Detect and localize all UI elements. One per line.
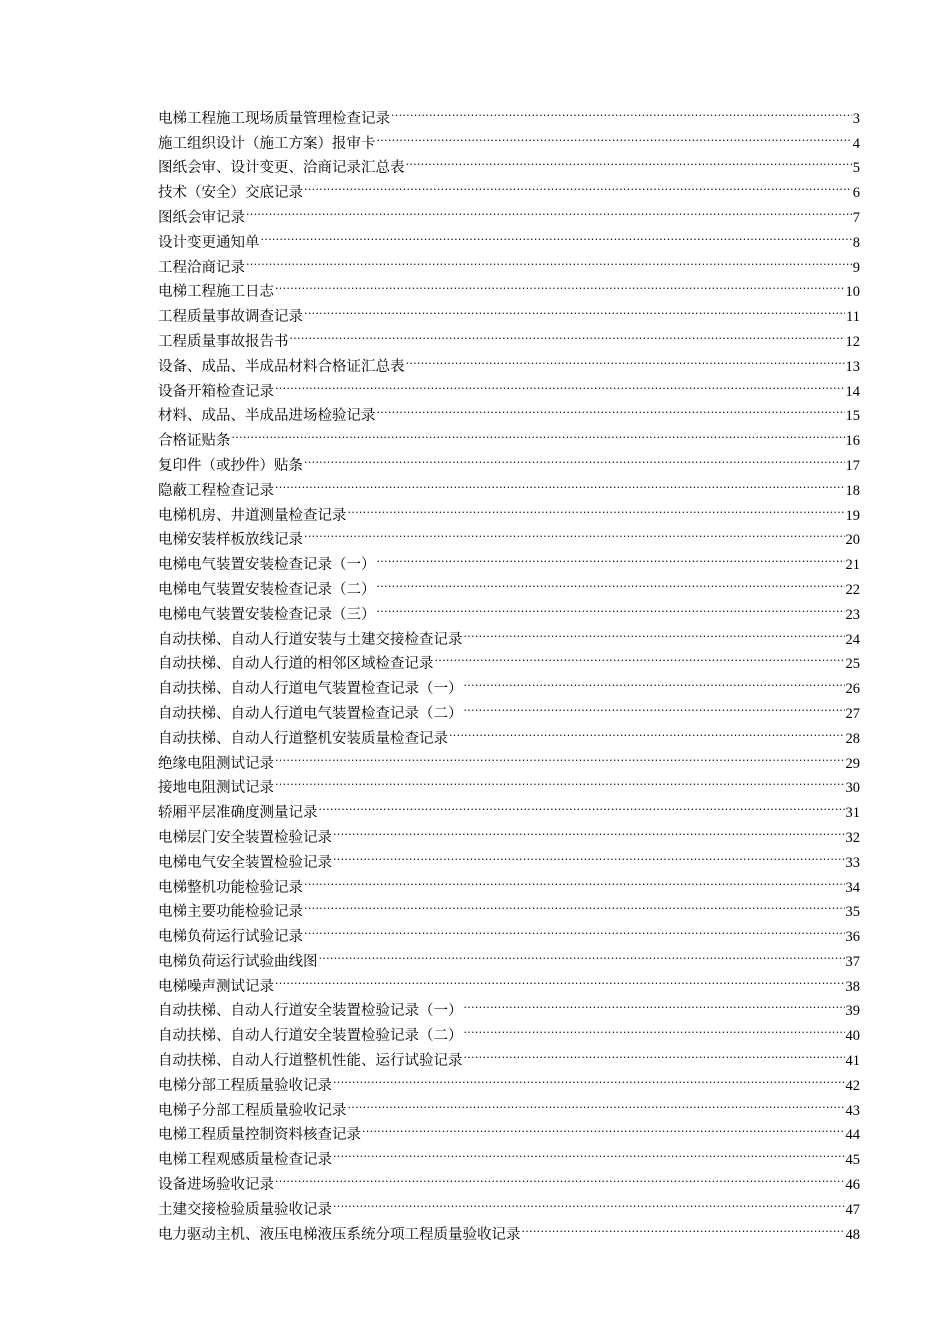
toc-dot-leader	[333, 817, 845, 842]
toc-entry-page-number: 15	[845, 408, 860, 425]
toc-entry-title: 隐蔽工程检查记录	[158, 482, 274, 499]
toc-dot-leader	[275, 470, 845, 495]
toc-dot-leader	[319, 792, 845, 817]
toc-entry[interactable]	[158, 247, 860, 276]
toc-entry-page-number: 33	[845, 854, 860, 871]
toc-dot-leader	[377, 123, 852, 148]
toc-entry-page-number: 41	[845, 1053, 860, 1070]
toc-entry-page-number: 11	[846, 309, 860, 326]
toc-entry-page-number: 24	[845, 631, 860, 648]
toc-dot-leader	[304, 916, 845, 941]
toc-entry-page-number: 35	[845, 904, 860, 921]
toc-entry-page-number: 13	[845, 358, 860, 375]
toc-dot-leader	[333, 1065, 845, 1090]
toc-dot-leader	[449, 718, 845, 743]
toc-entry-title: 电梯电气装置安装检查记录（二）	[158, 581, 376, 598]
toc-entry-title: 施工组织设计（施工方案）报审卡	[158, 135, 376, 152]
toc-entry-title: 图纸会审记录	[158, 209, 245, 226]
toc-entry[interactable]	[158, 272, 860, 301]
toc-dot-leader	[246, 197, 852, 222]
toc-dot-leader	[333, 1139, 845, 1164]
toc-dot-leader	[275, 966, 845, 991]
toc-dot-leader	[464, 1015, 845, 1040]
toc-entry-title: 合格证贴条	[158, 433, 231, 450]
toc-dot-leader	[333, 842, 845, 867]
toc-entry-page-number: 47	[845, 1201, 860, 1218]
toc-entry[interactable]	[158, 222, 860, 251]
toc-entry-title: 技术（安全）交底记录	[158, 185, 303, 202]
toc-entry[interactable]	[158, 445, 860, 474]
toc-entry-page-number: 28	[845, 730, 860, 747]
toc-dot-leader	[246, 247, 852, 272]
toc-entry-page-number: 17	[845, 457, 860, 474]
toc-entry[interactable]	[158, 420, 860, 450]
toc-entry-page-number: 6	[852, 185, 860, 202]
toc-entry-page-number: 9	[852, 259, 860, 276]
toc-entry-page-number: 8	[852, 234, 860, 251]
toc-dot-leader	[362, 1115, 845, 1140]
toc-entry-title: 电力驱动主机、液压电梯液压系统分项工程质量验收记录	[158, 1226, 521, 1243]
toc-entry-page-number: 18	[845, 482, 860, 499]
toc-dot-leader	[275, 768, 845, 793]
toc-dot-leader	[464, 668, 845, 693]
toc-entry-title: 电梯主要功能检验记录	[158, 904, 303, 921]
toc-entry-title: 工程洽商记录	[158, 259, 245, 276]
toc-entry-title: 复印件（或抄件）贴条	[158, 457, 303, 474]
toc-dot-leader	[464, 991, 845, 1016]
toc-entry-title: 电梯电气安全装置检验记录	[158, 854, 332, 871]
toc-entry-title: 电梯噪声测试记录	[158, 978, 274, 995]
toc-dot-leader	[522, 1214, 845, 1239]
toc-entry-title: 自动扶梯、自动人行道整机性能、运行试验记录	[158, 1053, 463, 1070]
toc-entry-page-number: 27	[845, 705, 860, 722]
toc-entry-page-number: 48	[845, 1226, 860, 1243]
toc-entry-title: 自动扶梯、自动人行道安全装置检验记录（二）	[158, 1028, 463, 1045]
toc-dot-leader	[304, 892, 845, 917]
toc-entry-page-number: 40	[845, 1028, 860, 1045]
toc-entry-page-number: 19	[845, 507, 860, 524]
toc-entry-page-number: 42	[845, 1077, 860, 1094]
toc-entry-title: 电梯负荷运行试验曲线图	[158, 953, 318, 970]
toc-entry-title: 电梯安装样板放线记录	[158, 532, 303, 549]
toc-entry-title: 电梯负荷运行试验记录	[158, 929, 303, 946]
toc-entry-page-number: 38	[845, 978, 860, 995]
toc-dot-leader	[304, 172, 852, 197]
toc-dot-leader	[232, 420, 845, 445]
toc-entry-page-number: 16	[845, 433, 860, 450]
toc-entry-title: 设备开箱检查记录	[158, 383, 274, 400]
toc-dot-leader	[348, 495, 845, 520]
toc-entry-page-number: 23	[845, 606, 860, 623]
toc-dot-leader	[275, 1164, 845, 1189]
toc-entry-title: 电梯工程施工日志	[158, 284, 274, 301]
toc-entry-page-number: 21	[845, 557, 860, 574]
toc-entry-page-number: 30	[845, 780, 860, 797]
toc-dot-leader	[275, 743, 845, 768]
toc-dot-leader	[261, 222, 852, 247]
toc-dot-leader	[304, 296, 845, 321]
toc-dot-leader	[304, 520, 845, 545]
toc-dot-leader	[406, 346, 845, 371]
toc-entry-page-number: 36	[845, 929, 860, 946]
toc-dot-leader	[464, 693, 845, 718]
toc-entry-title: 轿厢平层准确度测量记录	[158, 805, 318, 822]
toc-entry-page-number: 3	[852, 110, 860, 127]
toc-entry-title: 自动扶梯、自动人行道整机安装质量检查记录	[158, 730, 448, 747]
toc-entry-title: 绝缘电阻测试记录	[158, 755, 274, 772]
toc-entry-page-number: 29	[845, 755, 860, 772]
toc-entry[interactable]	[158, 98, 860, 127]
toc-dot-leader	[391, 98, 852, 123]
toc-entry-page-number: 37	[845, 953, 860, 970]
toc-entry-page-number: 22	[845, 581, 860, 598]
toc-entry-title: 自动扶梯、自动人行道电气装置检查记录（二）	[158, 705, 463, 722]
toc-dot-leader	[333, 1189, 845, 1214]
toc-dot-leader	[377, 569, 845, 594]
toc-dot-leader	[290, 321, 845, 346]
toc-entry-title: 电梯电气装置安装检查记录（三）	[158, 606, 376, 623]
table-of-contents	[158, 98, 860, 1243]
toc-entry-title: 接地电阻测试记录	[158, 780, 274, 797]
toc-entry-title: 电梯电气装置安装检查记录（一）	[158, 557, 376, 574]
toc-dot-leader	[377, 544, 845, 569]
toc-entry-page-number: 5	[852, 160, 860, 177]
toc-dot-leader	[275, 371, 845, 396]
toc-entry-title: 工程质量事故调查记录	[158, 309, 303, 326]
toc-entry-page-number: 20	[845, 532, 860, 549]
toc-entry-page-number: 12	[845, 333, 860, 350]
toc-dot-leader	[377, 396, 845, 421]
toc-entry-title: 工程质量事故报告书	[158, 333, 289, 350]
toc-entry-page-number: 34	[845, 879, 860, 896]
toc-entry-title: 材料、成品、半成品进场检验记录	[158, 408, 376, 425]
toc-dot-leader	[406, 148, 852, 173]
toc-entry-title: 土建交接检验质量验收记录	[158, 1201, 332, 1218]
toc-entry-title: 自动扶梯、自动人行道电气装置检查记录（一）	[158, 681, 463, 698]
toc-entry-title: 设备、成品、半成品材料合格证汇总表	[158, 358, 405, 375]
toc-dot-leader	[435, 644, 845, 669]
toc-entry-title: 电梯层门安全装置检验记录	[158, 829, 332, 846]
toc-entry-page-number: 14	[845, 383, 860, 400]
toc-entry-page-number: 25	[845, 656, 860, 673]
toc-entry-page-number: 43	[845, 1102, 860, 1119]
toc-entry-title: 电梯整机功能检验记录	[158, 879, 303, 896]
toc-entry-title: 设计变更通知单	[158, 234, 260, 251]
toc-dot-leader	[464, 1040, 845, 1065]
toc-entry-page-number: 7	[852, 209, 860, 226]
toc-entry-title: 自动扶梯、自动人行道安装与土建交接检查记录	[158, 631, 463, 648]
toc-entry-title: 电梯工程观感质量检查记录	[158, 1152, 332, 1169]
toc-entry-page-number: 26	[845, 681, 860, 698]
toc-entry-page-number: 39	[845, 1003, 860, 1020]
toc-entry-page-number: 46	[845, 1177, 860, 1194]
toc-entry-title: 电梯机房、井道测量检查记录	[158, 507, 347, 524]
toc-entry-title: 设备进场验收记录	[158, 1177, 274, 1194]
toc-entry[interactable]	[158, 197, 860, 226]
toc-dot-leader	[377, 594, 845, 619]
toc-dot-leader	[275, 272, 845, 297]
toc-entry-title: 自动扶梯、自动人行道安全装置检验记录（一）	[158, 1003, 463, 1020]
toc-entry-title: 电梯分部工程质量验收记录	[158, 1077, 332, 1094]
toc-entry-page-number: 44	[845, 1127, 860, 1144]
toc-dot-leader	[319, 941, 845, 966]
toc-entry-page-number: 45	[845, 1152, 860, 1169]
toc-entry-title: 电梯工程施工现场质量管理检查记录	[158, 110, 390, 127]
toc-entry-title: 电梯工程质量控制资料核查记录	[158, 1127, 361, 1144]
toc-entry-title: 自动扶梯、自动人行道的相邻区域检查记录	[158, 656, 434, 673]
toc-entry-page-number: 32	[845, 829, 860, 846]
toc-dot-leader	[304, 445, 845, 470]
toc-entry-title: 图纸会审、设计变更、洽商记录汇总表	[158, 160, 405, 177]
toc-dot-leader	[348, 1090, 845, 1115]
toc-dot-leader	[304, 867, 845, 892]
toc-dot-leader	[464, 619, 845, 644]
toc-entry-page-number: 31	[845, 805, 860, 822]
toc-entry-page-number: 10	[845, 284, 860, 301]
toc-entry-title: 电梯子分部工程质量验收记录	[158, 1102, 347, 1119]
toc-entry-page-number: 4	[852, 135, 860, 152]
